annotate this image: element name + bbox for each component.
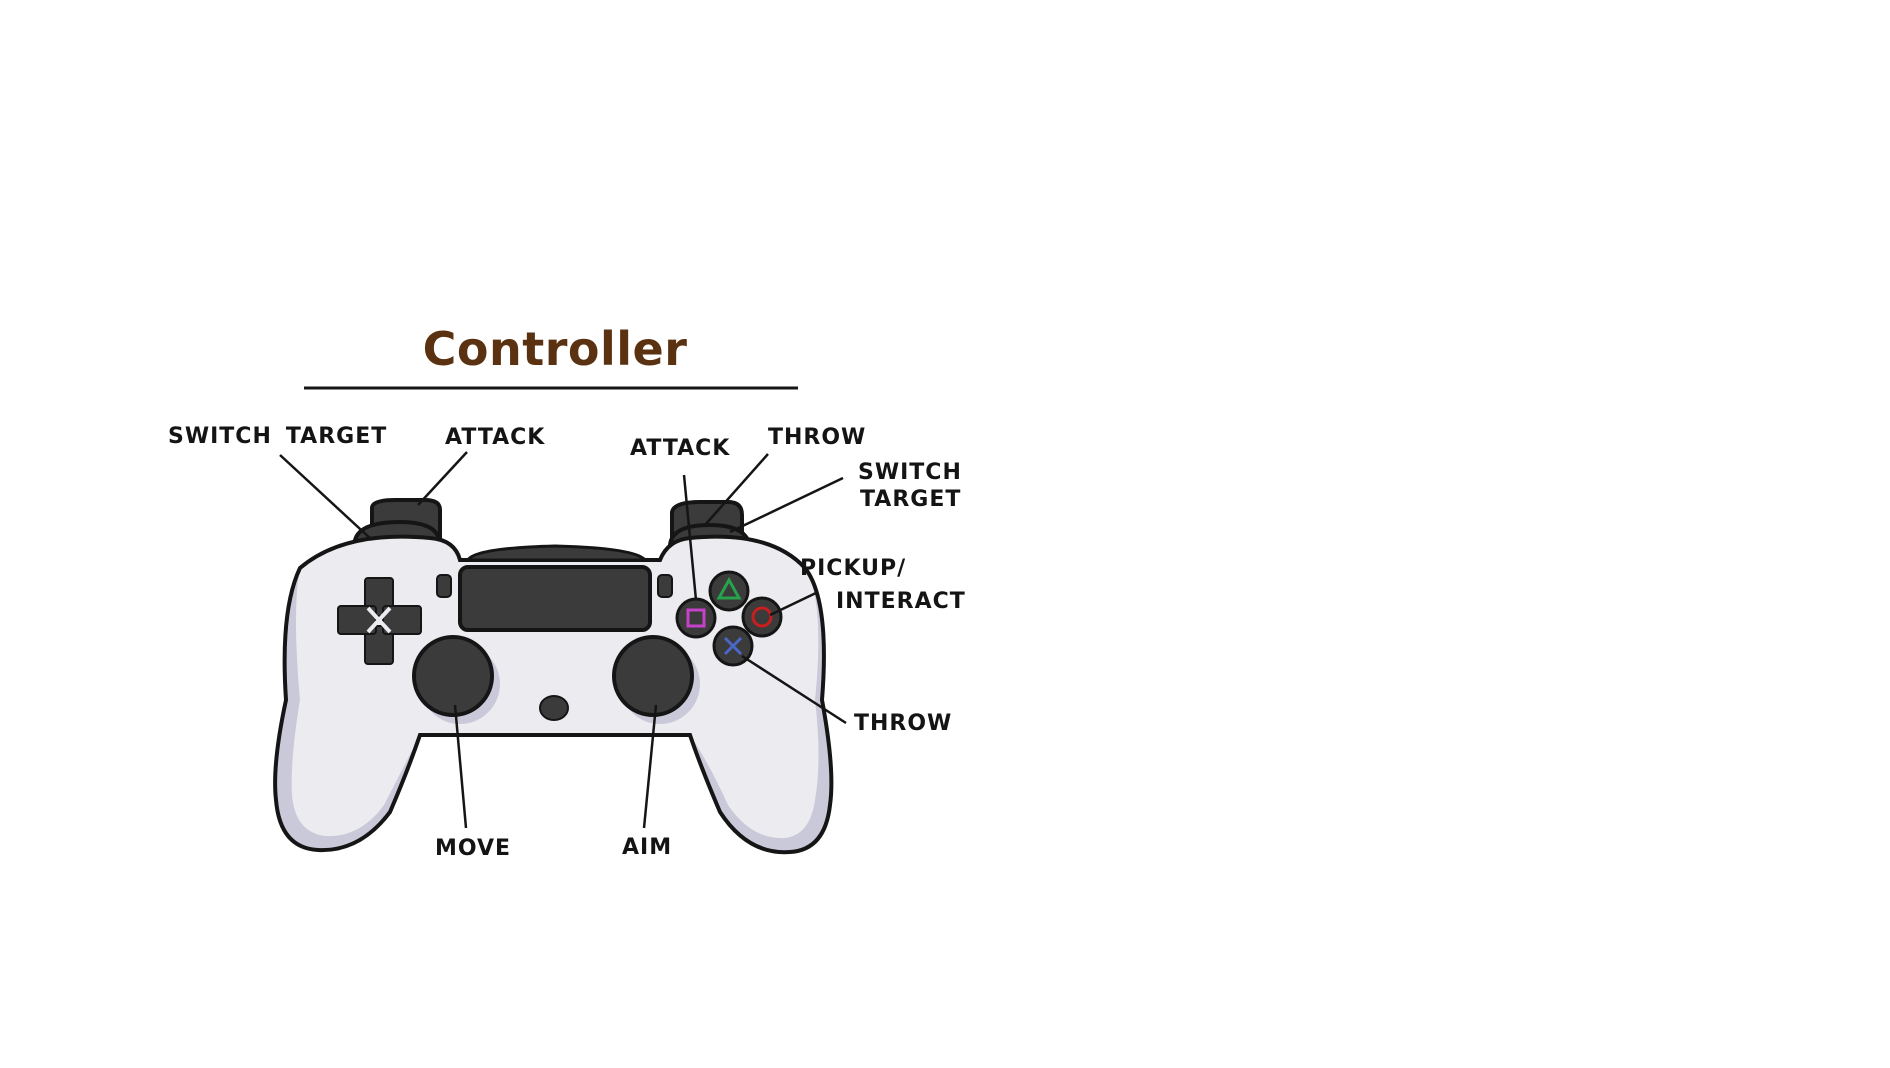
- ps-button[interactable]: [540, 696, 568, 720]
- label-l2: [168, 424, 387, 449]
- light-bar: [468, 546, 645, 560]
- label-circle-line2: INTERACT: [836, 589, 966, 614]
- leader-r2: [730, 478, 843, 532]
- label-circle-line1: PICKUP/: [800, 556, 907, 581]
- options-button[interactable]: [658, 575, 672, 597]
- label-r2-line2: TARGET: [860, 487, 962, 512]
- leader-l2: [280, 455, 372, 540]
- triangle-button[interactable]: [710, 572, 748, 610]
- touchpad[interactable]: [460, 567, 650, 630]
- label-r2-line1: SWITCH: [858, 460, 962, 485]
- label-r1-throw: THROW: [768, 425, 867, 450]
- label-left-stick: MOVE: [435, 836, 512, 861]
- label-l2-line2: TARGET: [285, 424, 388, 449]
- label-cross: THROW: [854, 711, 953, 736]
- label-l2-line1: SWITCH: [168, 424, 272, 449]
- leader-l1: [418, 452, 467, 505]
- square-button[interactable]: [677, 599, 715, 637]
- label-l1: ATTACK: [445, 425, 546, 450]
- page-title: Controller: [422, 322, 688, 376]
- share-button[interactable]: [437, 575, 451, 597]
- circle-button[interactable]: [743, 598, 781, 636]
- label-r1-attack: ATTACK: [630, 436, 731, 461]
- label-right-stick: AIM: [622, 835, 673, 860]
